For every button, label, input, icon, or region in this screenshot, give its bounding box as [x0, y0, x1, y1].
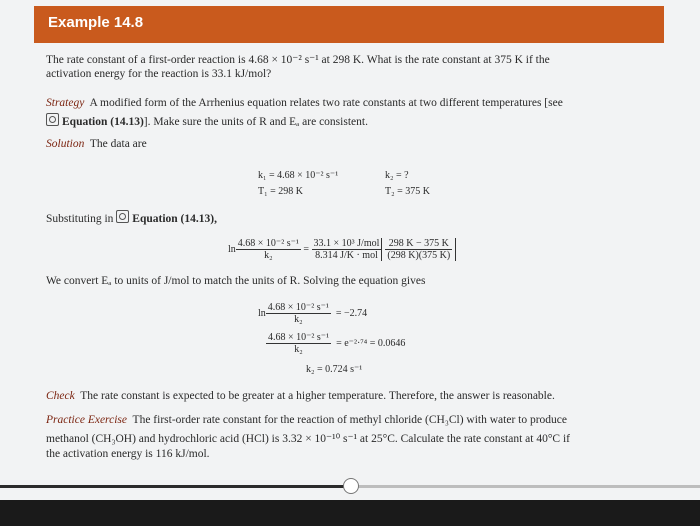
seek-handle[interactable]	[343, 478, 359, 494]
data-k1: k₁ = 4.68 × 10⁻² s⁻¹	[258, 170, 339, 181]
step1-ln: ln	[258, 307, 266, 319]
eq1-frac-num: 33.1 × 10³ J/mol	[313, 238, 380, 249]
substituting-equation-ref[interactable]: Equation (14.13),	[132, 213, 217, 225]
solution-label: Solution	[46, 138, 85, 150]
check-line	[46, 390, 555, 402]
seek-progress	[0, 485, 350, 488]
equation-1	[228, 238, 456, 261]
eq1-bracket-num: 298 K − 375 K	[385, 238, 452, 250]
check-label: Check	[46, 390, 75, 402]
strategy-equation-ref[interactable]: Equation (14.13)	[62, 116, 144, 128]
step1-den: k₂	[294, 314, 303, 325]
eq1-lhs-num: 4.68 × 10⁻² s⁻¹	[237, 238, 299, 249]
problem-line-2: activation energy for the reaction is 33.1 kJ/mol?	[46, 68, 272, 80]
eq1-lhs-den: k₂	[264, 250, 273, 261]
step2-rhs: = e⁻²·⁷⁴ = 0.0646	[336, 337, 406, 349]
strategy-label: Strategy	[46, 97, 85, 109]
player-bottom-bar	[0, 500, 700, 526]
practice-text-1: The first-order rate constant for the reaction of methyl chloride (CH₃Cl) with water to produce	[132, 414, 568, 426]
practice-line-2: methanol (CH₃OH) and hydrochloric acid (HCl) is 3.32 × 10⁻¹⁰ s⁻¹ at 25°C. Calculate the rate constant at 40°C if	[46, 433, 570, 445]
example-title: Example 14.8	[48, 14, 144, 31]
strategy-text-2: ]. Make sure the units of R and Eₐ are consistent.	[143, 116, 368, 128]
strategy-line-2	[46, 113, 368, 128]
step-3: k₂ = 0.724 s⁻¹	[306, 364, 363, 375]
practice-line-1	[46, 414, 567, 426]
solution-text: The data are	[89, 138, 147, 150]
step2-den: k₂	[294, 344, 303, 355]
example-header	[34, 6, 664, 43]
step1-num: 4.68 × 10⁻² s⁻¹	[267, 302, 329, 313]
step-2	[266, 332, 405, 355]
strategy-line-1	[46, 97, 563, 109]
check-text: The rate constant is expected to be greater at a higher temperature. Therefore, the answer is reasonable.	[80, 390, 555, 402]
data-k2: k₂ = ?	[385, 170, 409, 181]
practice-label: Practice Exercise	[46, 414, 127, 426]
substituting-line	[46, 210, 217, 225]
problem-line-1: The rate constant of a first-order reaction is 4.68 × 10⁻² s⁻¹ at 298 K. What is the rate constant at 375 K if the	[46, 54, 550, 66]
data-t2: T₂ = 375 K	[385, 186, 430, 197]
step-1	[258, 302, 367, 325]
data-t1: T₁ = 298 K	[258, 186, 303, 197]
step1-rhs: = −2.74	[335, 307, 368, 319]
eq1-bracket-den: (298 K)(375 K)	[387, 250, 451, 261]
substituting-text: Substituting in	[46, 213, 114, 225]
equation-link-icon[interactable]	[46, 113, 59, 126]
eq1-frac-den: 8.314 J/K · mol	[315, 250, 378, 261]
strategy-text-1: A modified form of the Arrhenius equation relates two rate constants at two different temperatures [see	[89, 97, 563, 109]
practice-line-3: the activation energy is 116 kJ/mol.	[46, 448, 210, 460]
equation-link-icon[interactable]	[116, 210, 129, 223]
convert-line: We convert Eₐ to units of J/mol to match the units of R. Solving the equation gives	[46, 275, 426, 287]
solution-line	[46, 138, 147, 150]
eq1-ln: ln	[228, 243, 236, 255]
eq1-equals: =	[303, 243, 310, 255]
step2-num: 4.68 × 10⁻² s⁻¹	[268, 332, 330, 343]
